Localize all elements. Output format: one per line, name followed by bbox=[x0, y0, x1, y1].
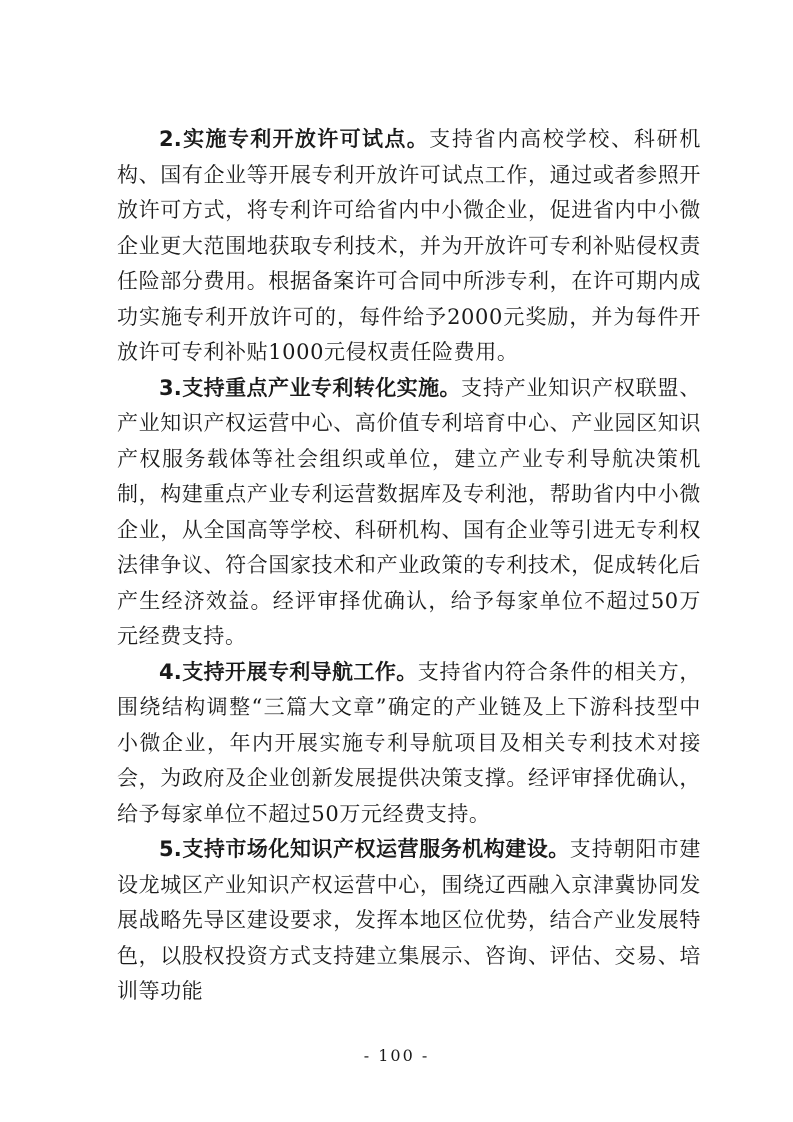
page-number: - 100 - bbox=[363, 1046, 430, 1065]
document-body bbox=[117, 122, 701, 1010]
paragraph-text: 支持产业知识产权联盟、产业知识产权运营中心、高价值专利培育中心、产业园区知识产权服务载体等社会组织或单位，建立产业专利导航决策机制，构建重点产业专利运营数据库及专利池，帮助省内中小微企业，从全国高等学校、科研机构、国有企业等引进无专利权法律争议、符合国家技术和产业政策的专利技术，促成转化后产生经济效益。经评审择优确认，给予每家单位不超过50万元经费支持。 bbox=[117, 375, 701, 648]
paragraph-text: 支持朝阳市建设龙城区产业知识产权运营中心，围绕辽西融入京津冀协同发展战略先导区建设要求，发挥本地区位优势，结合产业发展特色，以股权投资方式支持建立集展示、咨询、评估、交易、培训等功能 bbox=[117, 837, 701, 1003]
paragraph-heading: 3.支持重点产业专利转化实施。 bbox=[159, 375, 461, 400]
paragraph-heading: 4.支持开展专利导航工作。 bbox=[159, 659, 418, 684]
paragraph-heading: 5.支持市场化知识产权运营服务机构建设。 bbox=[159, 837, 570, 861]
paragraph-ip-operation-service bbox=[117, 832, 701, 1010]
paragraph-text: 支持省内高校学校、科研机构、国有企业等开展专利开放许可试点工作，通过或者参照开放许可方式，将专利许可给省内中小微企业，促进省内中小微企业更大范围地获取专利技术，并为开放许可专利补贴侵权责任险部分费用。根据备案许可合同中所涉专利，在许可期内成功实施专利开放许可的，每件给予2000元奖励，并为每件开放许可专利补贴1000元侵权责任险费用。 bbox=[117, 127, 701, 364]
paragraph-heading: 2.实施专利开放许可试点。 bbox=[159, 127, 430, 151]
paragraph-open-licensing-pilot bbox=[117, 122, 701, 371]
paragraph-text: 支持省内符合条件的相关方，围绕结构调整“三篇大文章”确定的产业链及上下游科技型中小微企业，年内开展实施专利导航项目及相关专利技术对接会，为政府及企业创新发展提供决策支撑。经评审择优确认，给予每家单位不超过50万元经费支持。 bbox=[117, 659, 701, 826]
paragraph-key-industry-patent-transfer bbox=[117, 371, 701, 655]
paragraph-patent-navigation bbox=[117, 655, 701, 833]
